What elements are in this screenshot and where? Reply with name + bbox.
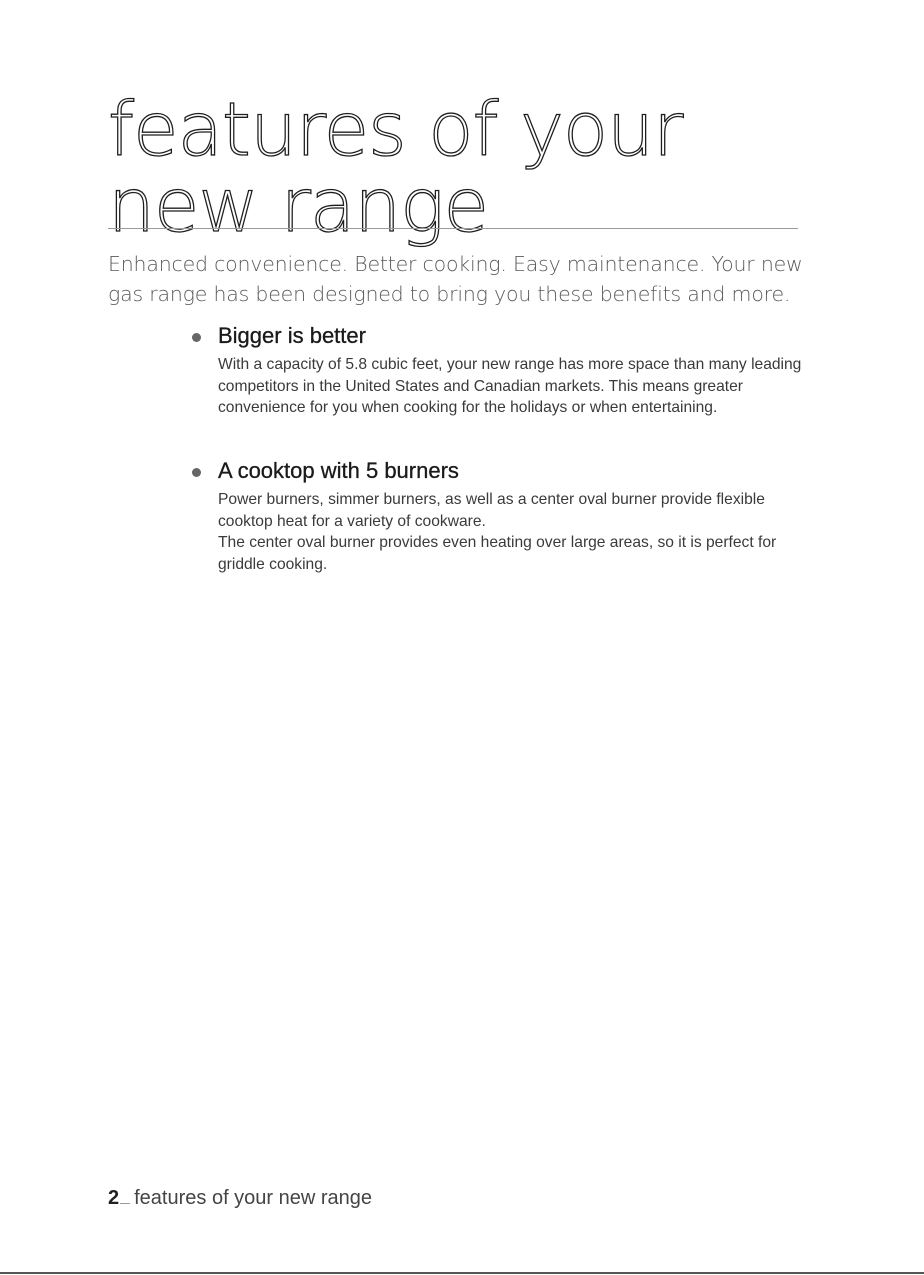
section-heading: Bigger is better bbox=[218, 323, 366, 348]
section-paragraph: Power burners, simmer burners, as well as a center oval burner provide flexible cooktop heat for a variety of cookware. bbox=[218, 491, 765, 530]
section-body bbox=[192, 489, 812, 575]
feature-section-cooktop bbox=[192, 456, 812, 575]
page-title: features of your new range bbox=[108, 87, 683, 249]
page-footer bbox=[108, 1185, 372, 1211]
section-heading: A cooktop with 5 burners bbox=[218, 458, 459, 483]
footer-separator bbox=[120, 1203, 130, 1204]
bottom-divider bbox=[0, 1272, 924, 1274]
page-number: 2 bbox=[108, 1187, 120, 1209]
feature-section-bigger bbox=[192, 321, 812, 419]
title-divider bbox=[108, 228, 798, 229]
intro-paragraph: Enhanced convenience. Better cooking. Easy maintenance. Your new gas range has been designed to bring you these benefits and more. bbox=[108, 252, 803, 306]
bullet-dot-icon bbox=[192, 333, 201, 342]
footer-text: features of your new range bbox=[134, 1187, 373, 1209]
section-body: With a capacity of 5.8 cubic feet, your new range has more space than many leading competitors in the United States and Canadian markets. This means greater convenience for you when cooking for the holidays or when entertaining. bbox=[218, 356, 802, 416]
section-paragraph: The center oval burner provides even heating over large areas, so it is perfect for griddle cooking. bbox=[218, 534, 777, 573]
bullet-dot-icon bbox=[192, 468, 201, 477]
